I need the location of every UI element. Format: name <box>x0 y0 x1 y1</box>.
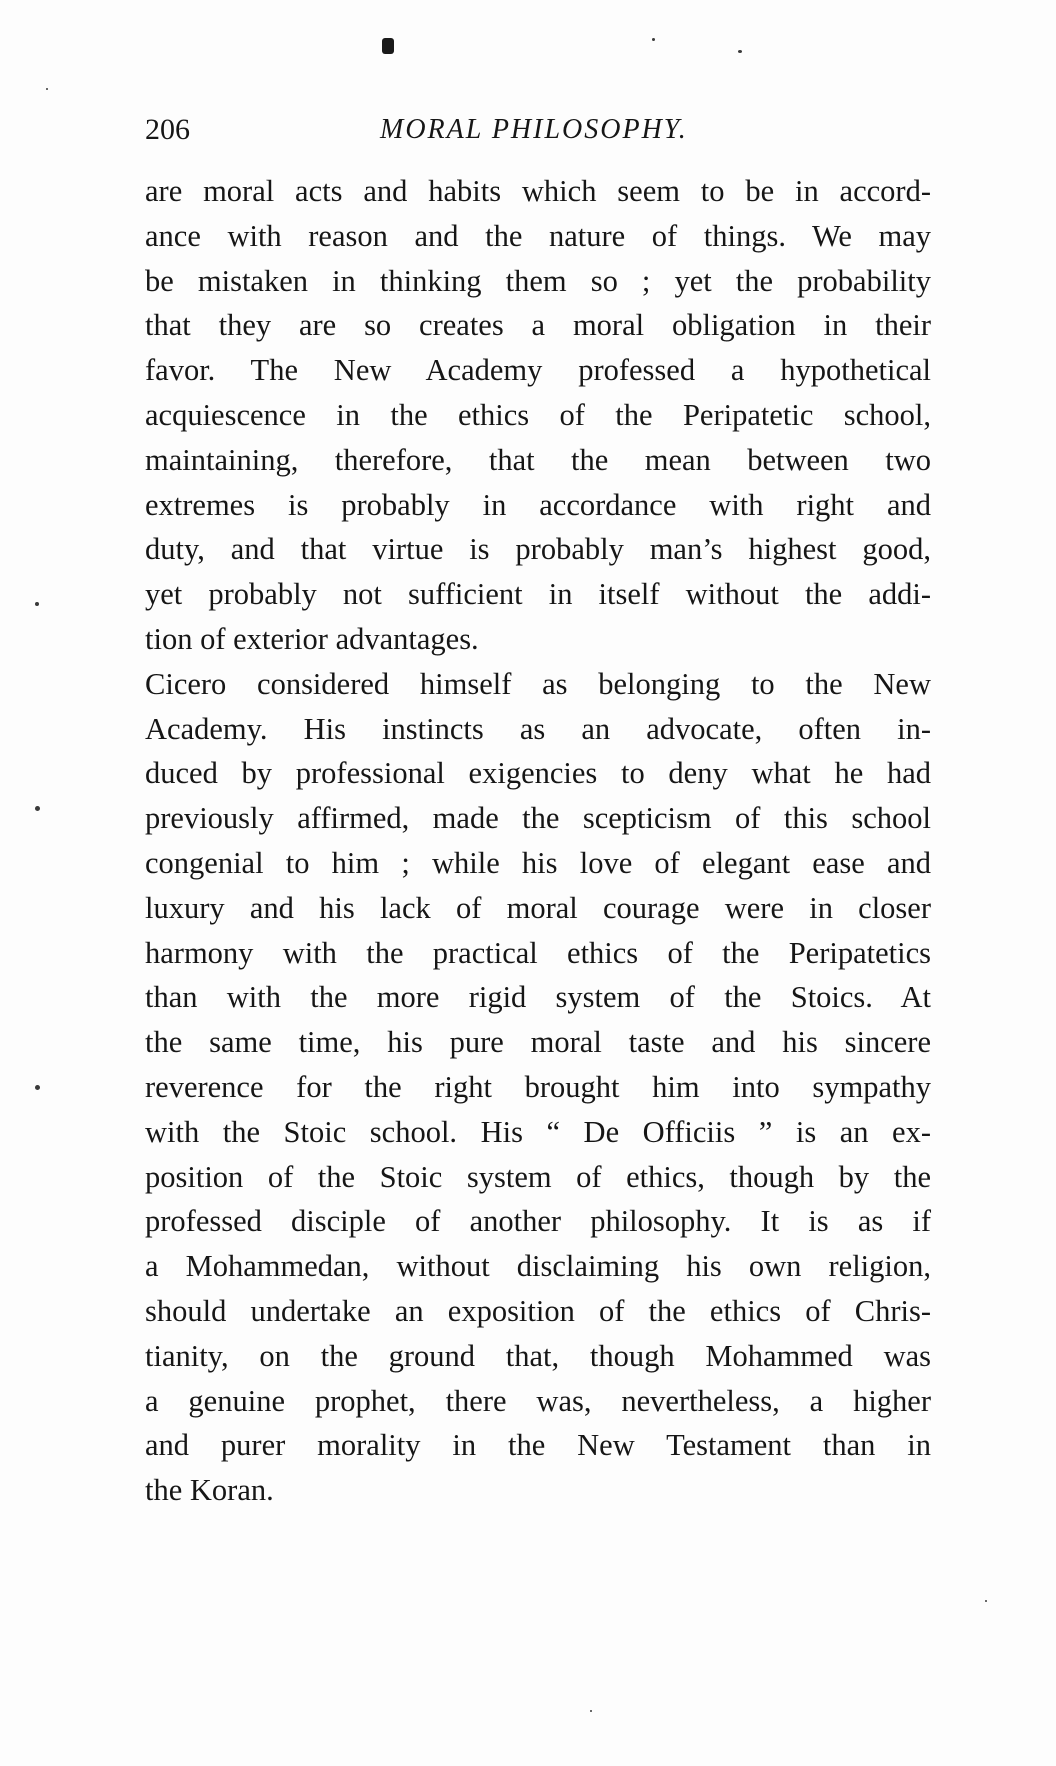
page-header <box>145 110 931 154</box>
paragraph <box>145 662 931 1513</box>
text-line: that they are so creates a moral obligation in their <box>145 308 931 343</box>
scan-speck <box>985 1600 987 1602</box>
scan-speck <box>590 1710 592 1712</box>
text-line: luxury and his lack of moral courage were in closer <box>145 890 931 925</box>
text-line: the same time, his pure moral taste and his sincere <box>145 1025 931 1060</box>
text-line: maintaining, therefore, that the mean between two <box>145 442 931 477</box>
scan-speck <box>46 88 48 90</box>
page-number: 206 <box>145 113 190 146</box>
text-line: are moral acts and habits which seem to be in accord- <box>145 174 931 208</box>
text-line: tion of exterior advantages. <box>145 621 479 656</box>
running-head: MORAL PHILOSOPHY. <box>380 114 688 145</box>
scan-speck <box>35 1085 40 1090</box>
text-line: a Mohammedan, without disclaiming his own religion, <box>145 1249 931 1284</box>
text-line: ance with reason and the nature of things. We may <box>145 218 931 253</box>
scan-speck <box>738 50 742 53</box>
text-line: Academy. His instincts as an advocate, often in- <box>145 711 931 746</box>
scan-speck <box>35 806 40 811</box>
text-line: extremes is probably in accordance with right and <box>145 487 931 522</box>
text-line: yet probably not sufficient in itself without the addi- <box>145 577 931 612</box>
text-line: position of the Stoic system of ethics, though by the <box>145 1159 931 1194</box>
text-line: duced by professional exigencies to deny what he had <box>145 756 931 791</box>
text-line: favor. The New Academy professed a hypothetical <box>145 353 931 388</box>
text-line: Cicero considered himself as belonging to the New <box>145 666 931 701</box>
text-line: acquiescence in the ethics of the Peripatetic school, <box>145 397 931 432</box>
text-line: previously affirmed, made the scepticism of this school <box>145 801 931 836</box>
scan-speck <box>652 38 655 41</box>
text-line: the Koran. <box>145 1473 274 1508</box>
text-line: be mistaken in thinking them so ; yet the probability <box>145 263 931 298</box>
text-line: congenial to him ; while his love of elegant ease and <box>145 845 931 880</box>
text-line: a genuine prophet, there was, nevertheless, a higher <box>145 1383 931 1418</box>
scan-speck <box>35 602 39 606</box>
text-line: should undertake an exposition of the ethics of Chris- <box>145 1293 931 1328</box>
text-line: than with the more rigid system of the Stoics. At <box>145 980 931 1015</box>
ink-mark <box>382 38 394 54</box>
text-line: professed disciple of another philosophy. It is as if <box>145 1204 931 1239</box>
body-text <box>145 169 931 1513</box>
text-line: and purer morality in the New Testament than in <box>145 1428 931 1463</box>
text-line: reverence for the right brought him into sympathy <box>145 1069 931 1104</box>
text-line: duty, and that virtue is probably man’s highest good, <box>145 532 931 567</box>
paragraph <box>145 169 931 662</box>
text-line: harmony with the practical ethics of the Peripatetics <box>145 935 931 970</box>
text-line: tianity, on the ground that, though Mohammed was <box>145 1338 931 1373</box>
text-line: with the Stoic school. His “ De Officiis ” is an ex- <box>145 1114 931 1149</box>
